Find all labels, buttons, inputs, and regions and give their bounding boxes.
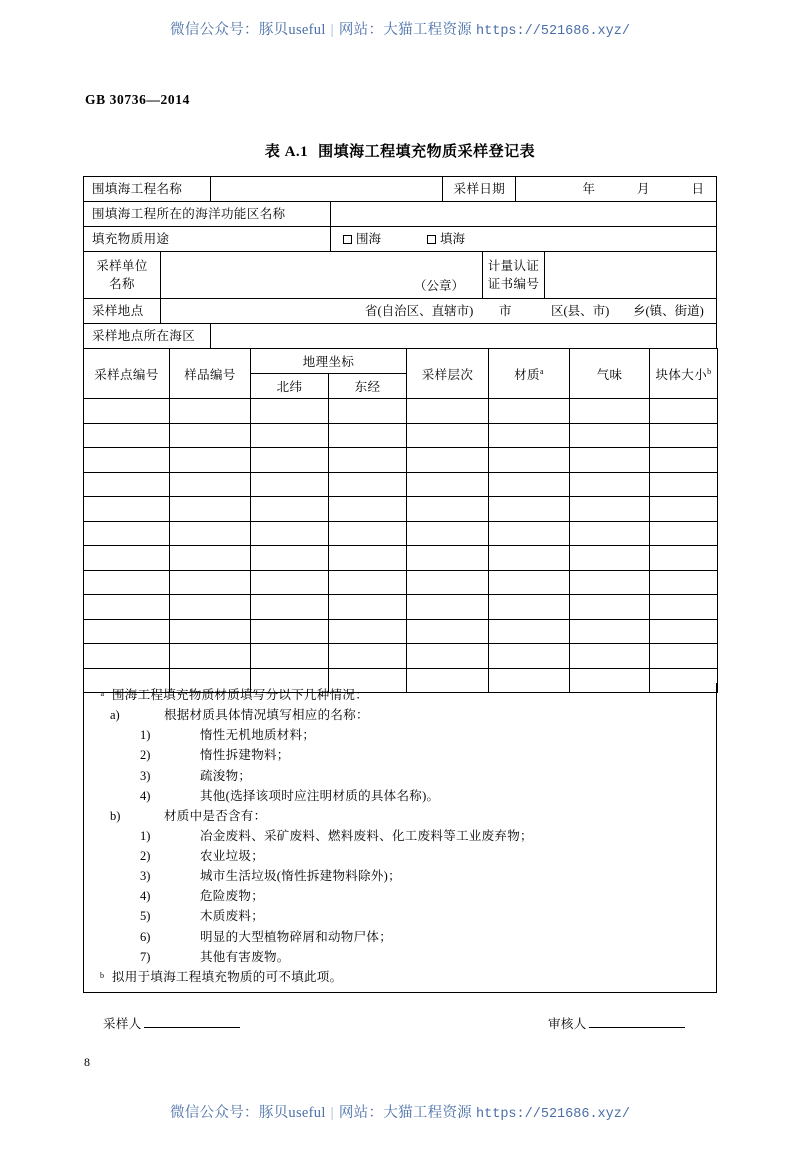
form-row-fill-purpose: [84, 227, 716, 252]
table-cell[interactable]: [489, 546, 570, 571]
table-cell[interactable]: [570, 423, 650, 448]
form-row-sampling-unit: [84, 252, 716, 299]
reviewer-signature[interactable]: [548, 1014, 685, 1032]
project-name-input[interactable]: [211, 177, 444, 201]
footnote-b-item-text: 城市生活垃圾(惰性拆建物料除外)；: [200, 869, 401, 884]
table-cell[interactable]: [407, 644, 489, 669]
table-cell[interactable]: [251, 521, 329, 546]
footnote-b-item: [84, 890, 716, 903]
form-row-project-name: [84, 177, 716, 202]
checkbox-box-icon: [343, 235, 352, 244]
footnote-b-heading: 材质中是否含有：: [164, 808, 267, 823]
certificate-label: [483, 252, 545, 298]
table-cell[interactable]: [570, 546, 650, 571]
footnote-b-item-number: 5): [140, 909, 151, 924]
sampling-data-table: [83, 348, 718, 693]
footnote-a-item-number: 2): [140, 748, 151, 763]
table-cell[interactable]: [329, 497, 407, 522]
data-table-header-row-1: [84, 349, 718, 374]
table-cell[interactable]: [489, 423, 570, 448]
footnote-a-item-text: 疏浚物；: [200, 768, 252, 783]
checkbox-enclose-sea[interactable]: [343, 232, 381, 246]
table-cell[interactable]: [650, 521, 718, 546]
table-title-text: 围填海工程填充物质采样登记表: [318, 144, 536, 160]
col-header-block-size-text: 块体大小: [655, 367, 708, 382]
table-cell[interactable]: [170, 423, 251, 448]
col-header-coordinates: 地理坐标: [251, 349, 407, 374]
footnote-b-item: [84, 910, 716, 923]
project-name-label: 围填海工程名称: [84, 177, 211, 201]
table-cell[interactable]: [650, 472, 718, 497]
table-cell[interactable]: [650, 399, 718, 424]
footnote-b-item-text: 木质废料；: [200, 909, 265, 924]
table-row[interactable]: [84, 399, 718, 424]
date-year-unit: 年: [582, 181, 595, 196]
col-header-odor: 气味: [570, 349, 650, 399]
table-cell[interactable]: [407, 521, 489, 546]
footnote-b-item-text: 冶金废料、采矿废料、燃料废料、化工废料等工业废弃物；: [200, 828, 533, 843]
table-cell[interactable]: [251, 448, 329, 473]
col-header-block-size-footnote-mark: b: [707, 366, 712, 376]
footnote-a-item-text: 惰性拆建物料；: [200, 748, 290, 763]
table-cell[interactable]: [570, 644, 650, 669]
sampler-signature-line[interactable]: [144, 1027, 240, 1028]
checkbox-reclaim-sea[interactable]: [427, 232, 465, 246]
table-cell[interactable]: [251, 423, 329, 448]
table-cell[interactable]: [251, 472, 329, 497]
form-row-marine-function-zone: [84, 202, 716, 227]
footnote-b-item: [84, 850, 716, 863]
table-cell[interactable]: [170, 448, 251, 473]
table-cell[interactable]: [407, 546, 489, 571]
table-cell[interactable]: [650, 595, 718, 620]
table-cell[interactable]: [329, 644, 407, 669]
table-cell[interactable]: [650, 644, 718, 669]
table-cell[interactable]: [329, 570, 407, 595]
table-cell[interactable]: [170, 644, 251, 669]
footnote-b-mark: b: [100, 970, 104, 980]
col-header-latitude: 北纬: [251, 374, 329, 399]
sampling-date-input[interactable]: [516, 177, 716, 201]
col-header-layer: 采样层次: [407, 349, 489, 399]
table-cell[interactable]: [329, 472, 407, 497]
table-cell[interactable]: [84, 595, 170, 620]
table-cell[interactable]: [329, 595, 407, 620]
table-cell[interactable]: [170, 546, 251, 571]
table-cell[interactable]: [84, 423, 170, 448]
footnote-b-final-line: [84, 971, 716, 984]
footnote-b-item-text: 危险废物；: [200, 889, 265, 904]
table-cell[interactable]: [407, 472, 489, 497]
table-cell[interactable]: [251, 570, 329, 595]
table-cell[interactable]: [407, 570, 489, 595]
table-row[interactable]: [84, 521, 718, 546]
table-cell[interactable]: [170, 472, 251, 497]
watermark-site-label: 网站：: [338, 1105, 384, 1121]
sampling-unit-label-line1: 采样单位: [96, 258, 148, 273]
footnote-a-item: [84, 729, 716, 742]
footnote-a-heading: 根据材质具体情况填写相应的名称：: [164, 708, 369, 723]
table-cell[interactable]: [170, 570, 251, 595]
footnote-a-title-line: [84, 689, 716, 702]
footnote-b-item-number: 3): [140, 869, 151, 884]
table-cell[interactable]: [84, 619, 170, 644]
sampler-signature[interactable]: [103, 1014, 240, 1032]
checkbox-reclaim-sea-label: 填海: [440, 231, 466, 246]
table-row[interactable]: [84, 644, 718, 669]
table-cell[interactable]: [570, 570, 650, 595]
admin-city-unit: 市: [499, 303, 512, 318]
sampling-registration-form: [83, 176, 717, 349]
footnote-a-item-text: 惰性无机地质材料；: [200, 728, 316, 743]
footnote-b-item: [84, 931, 716, 944]
sampling-date-label: 采样日期: [443, 177, 516, 201]
watermark-top: [0, 18, 800, 39]
watermark-site-label: 网站：: [338, 22, 384, 38]
table-cell[interactable]: [251, 399, 329, 424]
table-cell[interactable]: [650, 448, 718, 473]
footnote-b-item: [84, 870, 716, 883]
table-cell[interactable]: [489, 399, 570, 424]
footnote-b-item-number: 4): [140, 889, 151, 904]
checkbox-box-icon: [427, 235, 436, 244]
table-cell[interactable]: [570, 497, 650, 522]
table-cell[interactable]: [570, 619, 650, 644]
table-cell[interactable]: [170, 619, 251, 644]
checkbox-enclose-sea-label: 围海: [356, 231, 382, 246]
watermark-wechat-value: 豚贝useful: [258, 22, 326, 38]
table-cell[interactable]: [407, 399, 489, 424]
admin-district-unit: 区(县、市): [551, 303, 610, 318]
table-cell[interactable]: [329, 619, 407, 644]
footnote-a-item: [84, 790, 716, 803]
table-row[interactable]: [84, 546, 718, 571]
table-cell[interactable]: [329, 423, 407, 448]
table-cell[interactable]: [489, 644, 570, 669]
table-cell[interactable]: [570, 399, 650, 424]
footnote-b-item-number: 6): [140, 929, 151, 944]
table-cell[interactable]: [489, 448, 570, 473]
col-header-point-no: 采样点编号: [84, 349, 170, 399]
watermark-site-value: 大猫工程资源: [383, 22, 473, 38]
col-header-material-text: 材质: [514, 367, 540, 382]
footnote-a-item: [84, 749, 716, 762]
col-header-block-size: [650, 349, 718, 399]
fill-purpose-options: [331, 227, 716, 251]
footnote-a-title: 围海工程填充物质材质填写分以下几种情况：: [112, 688, 369, 702]
table-cell[interactable]: [407, 448, 489, 473]
page-number: 8: [84, 1055, 90, 1069]
table-cell[interactable]: [84, 521, 170, 546]
date-month-unit: 月: [636, 181, 650, 196]
sampler-signature-label: 采样人: [103, 1017, 142, 1031]
table-cell[interactable]: [407, 619, 489, 644]
table-cell[interactable]: [84, 497, 170, 522]
certificate-number-input[interactable]: [545, 252, 716, 298]
footnote-a-mark: a: [100, 689, 104, 698]
sea-area-label: 采样地点所在海区: [84, 324, 211, 348]
table-cell[interactable]: [84, 546, 170, 571]
sea-area-input[interactable]: [211, 324, 716, 348]
certificate-label-line2: 证书编号: [487, 277, 540, 291]
footnote-a-item-number: 3): [140, 768, 151, 783]
footnote-b-item-number: 1): [140, 828, 151, 843]
table-cell[interactable]: [407, 595, 489, 620]
table-cell[interactable]: [570, 521, 650, 546]
table-cell[interactable]: [251, 595, 329, 620]
footnote-a-item-number: 4): [140, 788, 151, 803]
watermark-url: https://521686.xyz/: [476, 1107, 630, 1122]
table-cell[interactable]: [489, 497, 570, 522]
col-header-sample-no: 样品编号: [170, 349, 251, 399]
footnote-a-item: [84, 770, 716, 783]
reviewer-signature-label: 审核人: [548, 1017, 587, 1031]
sampling-location-input[interactable]: [161, 299, 716, 323]
table-cell[interactable]: [489, 570, 570, 595]
fill-purpose-label: 填充物质用途: [84, 227, 331, 251]
footnote-b-item-text: 其他有害废物。: [200, 949, 290, 964]
certificate-label-line1: 计量认证: [487, 258, 540, 273]
date-day-unit: 日: [691, 181, 704, 196]
footnote-a-sub-line: [84, 709, 716, 722]
table-cell[interactable]: [650, 423, 718, 448]
footnote-a-label: a): [110, 708, 120, 723]
data-table-body: [84, 399, 718, 693]
col-header-material-footnote-mark: a: [539, 366, 544, 376]
watermark-separator: |: [330, 1105, 334, 1121]
footnote-b-item-text: 明显的大型植物碎屑和动物尸体；: [200, 929, 393, 944]
data-table-head: [84, 349, 718, 399]
table-cell[interactable]: [329, 448, 407, 473]
footnote-b-footnote-text: 拟用于填海工程填充物质的可不填此项。: [112, 969, 343, 984]
table-cell[interactable]: [170, 595, 251, 620]
reviewer-signature-line[interactable]: [589, 1027, 685, 1028]
table-cell[interactable]: [329, 546, 407, 571]
sampling-location-label: 采样地点: [84, 299, 161, 323]
table-cell[interactable]: [489, 521, 570, 546]
watermark-url: https://521686.xyz/: [476, 24, 630, 39]
table-row[interactable]: [84, 619, 718, 644]
table-row[interactable]: [84, 570, 718, 595]
table-cell[interactable]: [84, 399, 170, 424]
watermark-wechat-label: 微信公众号：: [170, 1105, 259, 1121]
footnote-b-item: [84, 951, 716, 964]
footnote-b-item: [84, 830, 716, 843]
table-row[interactable]: [84, 423, 718, 448]
admin-province-unit: 省(自治区、直辖市): [365, 303, 474, 318]
table-cell[interactable]: [251, 644, 329, 669]
table-cell[interactable]: [170, 497, 251, 522]
table-cell[interactable]: [84, 570, 170, 595]
table-cell[interactable]: [489, 472, 570, 497]
table-cell[interactable]: [407, 423, 489, 448]
watermark-separator: |: [330, 22, 334, 38]
table-cell[interactable]: [170, 399, 251, 424]
table-cell[interactable]: [84, 644, 170, 669]
footnote-b-item-text: 农业垃圾；: [200, 849, 265, 863]
table-cell[interactable]: [251, 619, 329, 644]
official-seal-hint: （公章）: [413, 278, 464, 293]
table-title-number: 表 A.1: [264, 144, 309, 160]
footnote-a-item-number: 1): [140, 728, 151, 743]
watermark-wechat-value: 豚贝useful: [258, 1105, 326, 1121]
table-cell[interactable]: [570, 448, 650, 473]
watermark-wechat-label: 微信公众号：: [170, 22, 259, 38]
table-cell[interactable]: [650, 546, 718, 571]
table-row[interactable]: [84, 595, 718, 620]
form-row-sampling-location: [84, 299, 716, 324]
footnote-b-label: b): [110, 808, 121, 823]
sampling-unit-label-line2: 名称: [109, 277, 135, 291]
col-header-material: [489, 349, 570, 399]
marine-function-zone-label: 围填海工程所在的海洋功能区名称: [84, 202, 331, 226]
table-row[interactable]: [84, 497, 718, 522]
standard-code: GB 30736—2014: [85, 92, 190, 107]
table-cell[interactable]: [84, 448, 170, 473]
table-cell[interactable]: [489, 619, 570, 644]
admin-township-unit: 乡(镇、街道): [633, 303, 704, 318]
table-cell[interactable]: [650, 619, 718, 644]
table-cell[interactable]: [489, 595, 570, 620]
sampling-unit-input[interactable]: [161, 252, 483, 298]
table-cell[interactable]: [329, 399, 407, 424]
table-footnotes: [83, 683, 717, 993]
footnote-b-item-number: 7): [140, 949, 151, 964]
table-cell[interactable]: [570, 595, 650, 620]
table-cell[interactable]: [570, 472, 650, 497]
table-cell[interactable]: [650, 570, 718, 595]
sampling-unit-label: [84, 252, 161, 298]
table-cell[interactable]: [650, 497, 718, 522]
footnote-b-sub-line: [84, 810, 716, 823]
table-cell[interactable]: [329, 521, 407, 546]
form-row-sea-area: [84, 324, 716, 348]
footnote-b-item-number: 2): [140, 849, 151, 863]
table-row[interactable]: [84, 472, 718, 497]
table-cell[interactable]: [407, 497, 489, 522]
footnote-a-item-text: 其他(选择该项时应注明材质的具体名称)。: [200, 788, 440, 803]
col-header-longitude: 东经: [329, 374, 407, 399]
table-cell[interactable]: [251, 497, 329, 522]
table-cell[interactable]: [84, 472, 170, 497]
table-cell[interactable]: [251, 546, 329, 571]
table-row[interactable]: [84, 448, 718, 473]
table-cell[interactable]: [170, 521, 251, 546]
table-title: [0, 140, 800, 161]
watermark-bottom: [0, 1101, 800, 1122]
marine-function-zone-input[interactable]: [331, 202, 716, 226]
watermark-site-value: 大猫工程资源: [383, 1105, 473, 1121]
